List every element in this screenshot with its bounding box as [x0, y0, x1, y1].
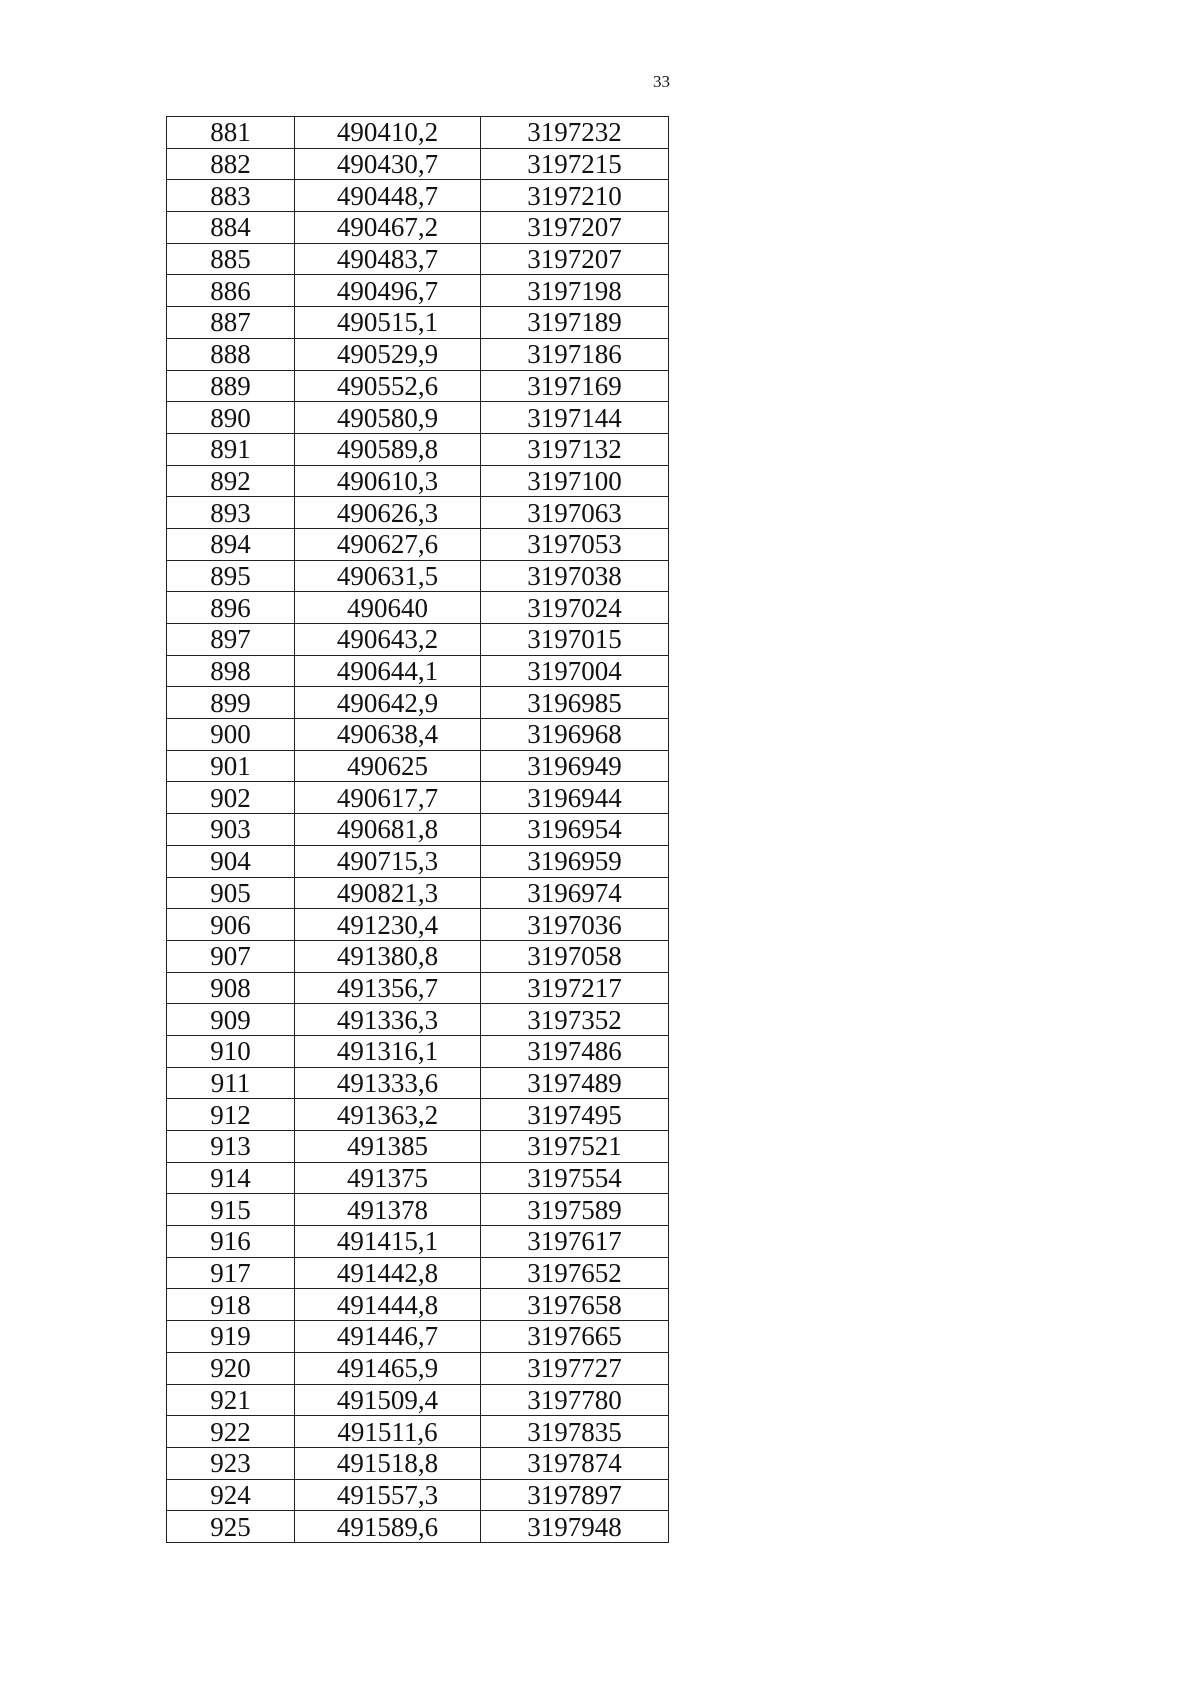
point-number-cell: 901	[167, 750, 295, 782]
point-number-cell: 919	[167, 1321, 295, 1353]
table-row	[167, 148, 669, 180]
y-coordinate-cell: 3197186	[481, 338, 669, 370]
x-coordinate-cell: 490625	[295, 750, 481, 782]
table-row	[167, 1131, 669, 1163]
y-coordinate-cell: 3197036	[481, 909, 669, 941]
x-coordinate-cell: 490715,3	[295, 845, 481, 877]
y-coordinate-cell: 3197589	[481, 1194, 669, 1226]
x-coordinate-cell: 491385	[295, 1131, 481, 1163]
point-number-cell: 883	[167, 180, 295, 212]
y-coordinate-cell: 3197004	[481, 655, 669, 687]
table-row	[167, 972, 669, 1004]
x-coordinate-cell: 490643,2	[295, 624, 481, 656]
point-number-cell: 889	[167, 370, 295, 402]
y-coordinate-cell: 3197058	[481, 940, 669, 972]
x-coordinate-cell: 491316,1	[295, 1035, 481, 1067]
x-coordinate-cell: 490589,8	[295, 433, 481, 465]
point-number-cell: 892	[167, 465, 295, 497]
table-row	[167, 117, 669, 149]
table-row	[167, 1416, 669, 1448]
table-row	[167, 1257, 669, 1289]
point-number-cell: 887	[167, 307, 295, 339]
y-coordinate-cell: 3196985	[481, 687, 669, 719]
table-row	[167, 655, 669, 687]
y-coordinate-cell: 3196954	[481, 814, 669, 846]
y-coordinate-cell: 3197207	[481, 212, 669, 244]
y-coordinate-cell: 3197874	[481, 1447, 669, 1479]
point-number-cell: 907	[167, 940, 295, 972]
point-number-cell: 894	[167, 528, 295, 560]
x-coordinate-cell: 490580,9	[295, 402, 481, 434]
x-coordinate-cell: 490448,7	[295, 180, 481, 212]
table-row	[167, 560, 669, 592]
table-row	[167, 1511, 669, 1543]
point-number-cell: 925	[167, 1511, 295, 1543]
point-number-cell: 913	[167, 1131, 295, 1163]
table-row	[167, 212, 669, 244]
point-number-cell: 920	[167, 1352, 295, 1384]
x-coordinate-cell: 491511,6	[295, 1416, 481, 1448]
y-coordinate-cell: 3196949	[481, 750, 669, 782]
x-coordinate-cell: 491336,3	[295, 1004, 481, 1036]
table-row	[167, 1447, 669, 1479]
x-coordinate-cell: 491465,9	[295, 1352, 481, 1384]
x-coordinate-cell: 490529,9	[295, 338, 481, 370]
y-coordinate-cell: 3197521	[481, 1131, 669, 1163]
table-row	[167, 528, 669, 560]
x-coordinate-cell: 491363,2	[295, 1099, 481, 1131]
x-coordinate-cell: 490430,7	[295, 148, 481, 180]
y-coordinate-cell: 3197144	[481, 402, 669, 434]
x-coordinate-cell: 490821,3	[295, 877, 481, 909]
table-row	[167, 465, 669, 497]
y-coordinate-cell: 3197215	[481, 148, 669, 180]
point-number-cell: 893	[167, 497, 295, 529]
x-coordinate-cell: 491518,8	[295, 1447, 481, 1479]
table-row	[167, 909, 669, 941]
x-coordinate-cell: 490626,3	[295, 497, 481, 529]
point-number-cell: 886	[167, 275, 295, 307]
table-row	[167, 1162, 669, 1194]
x-coordinate-cell: 490681,8	[295, 814, 481, 846]
table-row	[167, 592, 669, 624]
x-coordinate-cell: 490644,1	[295, 655, 481, 687]
y-coordinate-cell: 3197210	[481, 180, 669, 212]
table-row	[167, 1035, 669, 1067]
point-number-cell: 903	[167, 814, 295, 846]
point-number-cell: 898	[167, 655, 295, 687]
y-coordinate-cell: 3197617	[481, 1226, 669, 1258]
x-coordinate-cell: 490638,4	[295, 719, 481, 751]
point-number-cell: 900	[167, 719, 295, 751]
y-coordinate-cell: 3197189	[481, 307, 669, 339]
y-coordinate-cell: 3197015	[481, 624, 669, 656]
table-row	[167, 1479, 669, 1511]
point-number-cell: 912	[167, 1099, 295, 1131]
table-row	[167, 624, 669, 656]
point-number-cell: 897	[167, 624, 295, 656]
x-coordinate-cell: 491230,4	[295, 909, 481, 941]
point-number-cell: 918	[167, 1289, 295, 1321]
point-number-cell: 922	[167, 1416, 295, 1448]
x-coordinate-cell: 490627,6	[295, 528, 481, 560]
table-row	[167, 1321, 669, 1353]
point-number-cell: 885	[167, 243, 295, 275]
y-coordinate-cell: 3197232	[481, 117, 669, 149]
point-number-cell: 916	[167, 1226, 295, 1258]
table-row	[167, 687, 669, 719]
table-row	[167, 814, 669, 846]
y-coordinate-cell: 3197652	[481, 1257, 669, 1289]
table-row	[167, 1384, 669, 1416]
point-number-cell: 921	[167, 1384, 295, 1416]
table-row	[167, 782, 669, 814]
x-coordinate-cell: 491509,4	[295, 1384, 481, 1416]
table-row	[167, 1194, 669, 1226]
y-coordinate-cell: 3197024	[481, 592, 669, 624]
table-row	[167, 243, 669, 275]
x-coordinate-cell: 491446,7	[295, 1321, 481, 1353]
x-coordinate-cell: 491356,7	[295, 972, 481, 1004]
page-number: 33	[653, 72, 670, 91]
table-row	[167, 370, 669, 402]
y-coordinate-cell: 3197207	[481, 243, 669, 275]
y-coordinate-cell: 3197495	[481, 1099, 669, 1131]
y-coordinate-cell: 3197665	[481, 1321, 669, 1353]
x-coordinate-cell: 490640	[295, 592, 481, 624]
x-coordinate-cell: 490552,6	[295, 370, 481, 402]
point-number-cell: 915	[167, 1194, 295, 1226]
table-row	[167, 1289, 669, 1321]
y-coordinate-cell: 3197780	[481, 1384, 669, 1416]
point-number-cell: 908	[167, 972, 295, 1004]
coordinates-table-body	[167, 117, 669, 1543]
x-coordinate-cell: 491375	[295, 1162, 481, 1194]
x-coordinate-cell: 490515,1	[295, 307, 481, 339]
x-coordinate-cell: 490631,5	[295, 560, 481, 592]
x-coordinate-cell: 490483,7	[295, 243, 481, 275]
table-row	[167, 338, 669, 370]
table-row	[167, 877, 669, 909]
point-number-cell: 895	[167, 560, 295, 592]
y-coordinate-cell: 3197132	[481, 433, 669, 465]
point-number-cell: 890	[167, 402, 295, 434]
point-number-cell: 902	[167, 782, 295, 814]
y-coordinate-cell: 3197835	[481, 1416, 669, 1448]
table-row	[167, 1352, 669, 1384]
point-number-cell: 899	[167, 687, 295, 719]
y-coordinate-cell: 3197198	[481, 275, 669, 307]
table-row	[167, 845, 669, 877]
point-number-cell: 914	[167, 1162, 295, 1194]
y-coordinate-cell: 3197169	[481, 370, 669, 402]
y-coordinate-cell: 3196944	[481, 782, 669, 814]
y-coordinate-cell: 3197489	[481, 1067, 669, 1099]
y-coordinate-cell: 3197352	[481, 1004, 669, 1036]
x-coordinate-cell: 491442,8	[295, 1257, 481, 1289]
table-row	[167, 1226, 669, 1258]
y-coordinate-cell: 3197554	[481, 1162, 669, 1194]
table-row	[167, 307, 669, 339]
point-number-cell: 881	[167, 117, 295, 149]
x-coordinate-cell: 491333,6	[295, 1067, 481, 1099]
point-number-cell: 911	[167, 1067, 295, 1099]
x-coordinate-cell: 491415,1	[295, 1226, 481, 1258]
table-row	[167, 497, 669, 529]
point-number-cell: 891	[167, 433, 295, 465]
table-row	[167, 1067, 669, 1099]
table-row	[167, 750, 669, 782]
table-row	[167, 1099, 669, 1131]
y-coordinate-cell: 3197038	[481, 560, 669, 592]
x-coordinate-cell: 490642,9	[295, 687, 481, 719]
table-row	[167, 1004, 669, 1036]
x-coordinate-cell: 491557,3	[295, 1479, 481, 1511]
x-coordinate-cell: 490610,3	[295, 465, 481, 497]
table-row	[167, 402, 669, 434]
x-coordinate-cell: 490617,7	[295, 782, 481, 814]
point-number-cell: 924	[167, 1479, 295, 1511]
table-row	[167, 719, 669, 751]
y-coordinate-cell: 3196974	[481, 877, 669, 909]
table-row	[167, 433, 669, 465]
table-row	[167, 275, 669, 307]
y-coordinate-cell: 3197658	[481, 1289, 669, 1321]
point-number-cell: 909	[167, 1004, 295, 1036]
point-number-cell: 906	[167, 909, 295, 941]
point-number-cell: 904	[167, 845, 295, 877]
y-coordinate-cell: 3197897	[481, 1479, 669, 1511]
x-coordinate-cell: 490496,7	[295, 275, 481, 307]
y-coordinate-cell: 3197727	[481, 1352, 669, 1384]
point-number-cell: 882	[167, 148, 295, 180]
y-coordinate-cell: 3197948	[481, 1511, 669, 1543]
y-coordinate-cell: 3197100	[481, 465, 669, 497]
y-coordinate-cell: 3196968	[481, 719, 669, 751]
y-coordinate-cell: 3197486	[481, 1035, 669, 1067]
point-number-cell: 917	[167, 1257, 295, 1289]
point-number-cell: 896	[167, 592, 295, 624]
x-coordinate-cell: 491444,8	[295, 1289, 481, 1321]
point-number-cell: 905	[167, 877, 295, 909]
y-coordinate-cell: 3197217	[481, 972, 669, 1004]
x-coordinate-cell: 490467,2	[295, 212, 481, 244]
point-number-cell: 910	[167, 1035, 295, 1067]
y-coordinate-cell: 3197063	[481, 497, 669, 529]
y-coordinate-cell: 3197053	[481, 528, 669, 560]
y-coordinate-cell: 3196959	[481, 845, 669, 877]
x-coordinate-cell: 491589,6	[295, 1511, 481, 1543]
x-coordinate-cell: 491378	[295, 1194, 481, 1226]
x-coordinate-cell: 490410,2	[295, 117, 481, 149]
table-row	[167, 940, 669, 972]
table-row	[167, 180, 669, 212]
point-number-cell: 884	[167, 212, 295, 244]
point-number-cell: 888	[167, 338, 295, 370]
point-number-cell: 923	[167, 1447, 295, 1479]
coordinates-table	[166, 116, 669, 1543]
x-coordinate-cell: 491380,8	[295, 940, 481, 972]
